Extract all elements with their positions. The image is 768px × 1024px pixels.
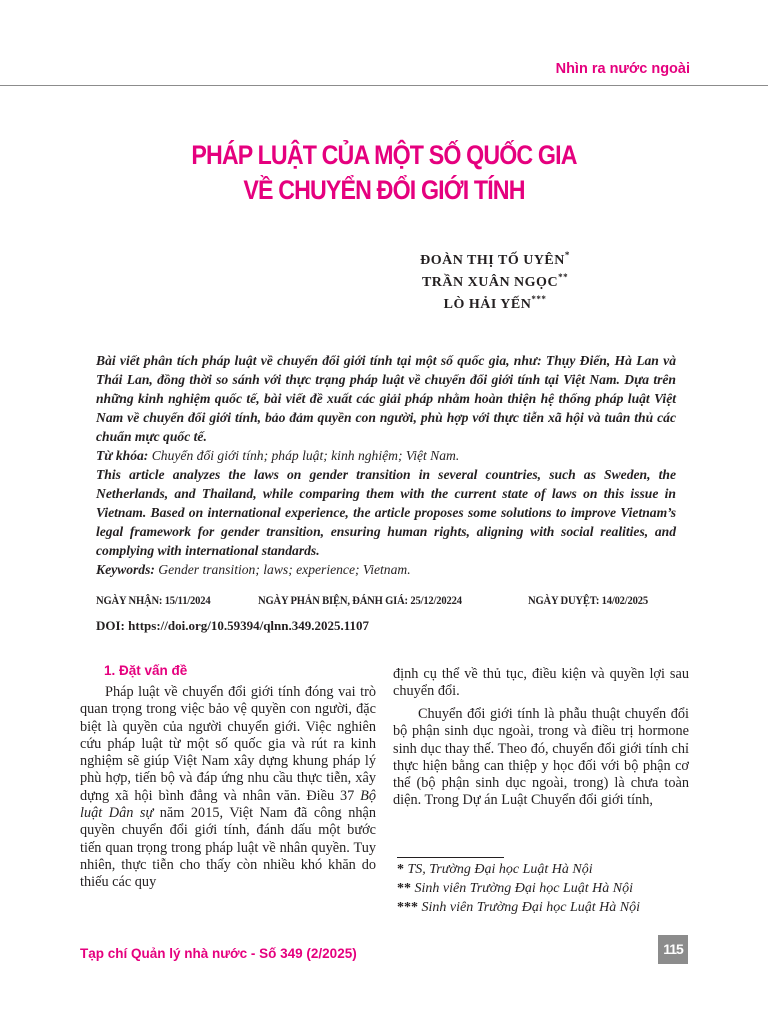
footnote-2: ** Sinh viên Trường Đại học Luật Hà Nội [397, 881, 634, 896]
author-3: LÒ HẢI YẾN*** [443, 294, 547, 312]
date-accepted: NGÀY DUYỆT: 14/02/2025 [528, 595, 648, 607]
keywords-english: Keywords: Gender transition; laws; experience; Vietnam. [96, 562, 411, 577]
journal-footer: Tạp chí Quản lý nhà nước - Số 349 (2/2025) [80, 946, 357, 961]
header-rule [0, 85, 768, 86]
article-title-line-2: VỀ CHUYỂN ĐỔI GIỚI TÍNH [243, 175, 525, 205]
date-received: NGÀY NHẬN: 15/11/2024 [96, 595, 211, 607]
page-number: 115 [658, 935, 688, 964]
keywords-vi-label: Từ khóa: [96, 448, 149, 463]
abstract-english: This article analyzes the laws on gender transition in several countries, such as Sweden, the Netherlands, and Thailand, while comparing them with the current state of laws on this issue in Vietnam. Based on international experience, the article proposes some solutions to improve Vietnam’s legal framework for gender transition, ensuring human rights, aligning with social realities, and complying with international standards. [96, 467, 676, 558]
section-tag: Nhìn ra nước ngoài [555, 61, 690, 77]
author-1: ĐOÀN THỊ TỐ UYÊN* [420, 250, 570, 268]
body-left-paragraph: Pháp luật về chuyển đổi giới tính đóng vai trò quan trọng trong việc bảo vệ quyền con người, đặc biệt là quyền của người chuyển giới. Việc nghiên cứu pháp luật từ một số quốc gia và rút ra kinh nghiệm sẽ giúp Việt Nam xây dựng khung pháp lý phù hợp, tiến bộ và đáp ứng nhu cầu thực tiễn, xây dựng xã hội bình đẳng và nhân văn. Điều 37 Bộ luật Dân sự năm 2015, Việt Nam đã công nhận quyền chuyển đổi giới tính, đánh dấu một bước tiến quan trọng trong pháp luật về nhân quyền. Tuy nhiên, thực tiễn cho thấy còn nhiều khó khăn do thiếu các quy [80, 684, 377, 891]
date-reviewed: NGÀY PHẢN BIỆN, ĐÁNH GIÁ: 25/12/20224 [258, 595, 462, 607]
footnote-rule [397, 857, 504, 858]
keywords-en-label: Keywords: [96, 562, 155, 577]
body-right-paragraph-2: Chuyển đổi giới tính là phẫu thuật chuyển đổi bộ phận sinh dục ngoài, trong và điều trị hormone sinh dục thay thế. Theo đó, chuyển đổi giới tính chỉ thực hiện bằng can thiệp y học đối với bộ phận cơ thể (bộ phận sinh dục ngoài, trong) là chưa toàn diện. Trong Dự án Luật Chuyển đổi giới tính, [393, 706, 689, 809]
footnote-1: * TS, Trường Đại học Luật Hà Nội [397, 862, 593, 877]
doi-link[interactable]: DOI: https://doi.org/10.59394/qlnn.349.2025.1107 [96, 618, 370, 633]
author-2: TRẦN XUÂN NGỌC** [421, 272, 569, 290]
article-title-line-1: PHÁP LUẬT CỦA MỘT SỐ QUỐC GIA [191, 140, 577, 170]
section-heading: 1. Đặt vấn đề [104, 663, 188, 678]
footnote-3: *** Sinh viên Trường Đại học Luật Hà Nội [397, 900, 641, 915]
body-right-paragraph-1: định cụ thể về thủ tục, điều kiện và quyền lợi sau chuyển đổi. [393, 666, 689, 700]
abstract-vietnamese: Bài viết phân tích pháp luật về chuyển đổi giới tính tại một số quốc gia, như: Thụy Điển, Hà Lan và Thái Lan, đồng thời so sánh với thực trạng pháp luật về chuyển đổi giới tính tại Việt Nam. Dựa trên những kinh nghiệm quốc tế, bài viết đề xuất các giải pháp nhằm hoàn thiện hệ thống pháp luật Việt Nam về chuyển đổi giới tính, bảo đảm quyền con người, phù hợp với thực tiễn xã hội và tuân thủ các chuẩn mực quốc tế. [96, 353, 676, 444]
keywords-vietnamese: Từ khóa: Chuyển đổi giới tính; pháp luật; kinh nghiệm; Việt Nam. [96, 448, 460, 463]
